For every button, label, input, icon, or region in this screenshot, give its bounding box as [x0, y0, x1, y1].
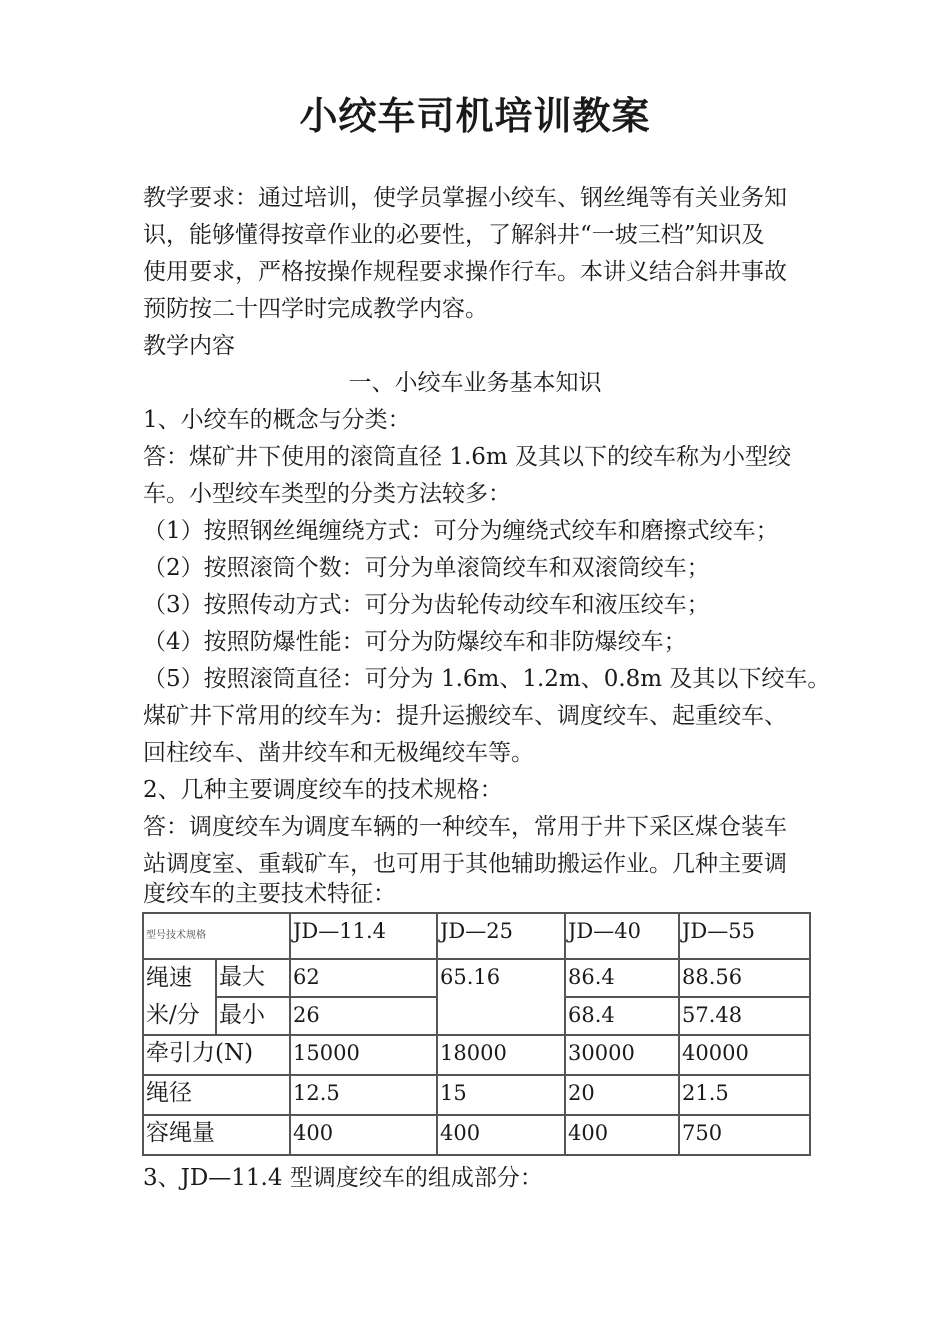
table-cell: 57.48 — [679, 997, 810, 1035]
table-cell: 62 — [290, 959, 437, 997]
answer-2-line: 站调度室、重载矿车，也可用于其他辅助搬运作业。几种主要调 — [143, 851, 787, 877]
classification-item: （3）按照传动方式：可分为齿轮传动绞车和液压绞车； — [143, 592, 710, 618]
max-label: 最大 — [216, 959, 290, 997]
section-heading: 一、小绞车业务基本知识 — [348, 370, 602, 396]
table-cell: 21.5 — [679, 1075, 810, 1115]
table-cell: 15000 — [290, 1035, 437, 1075]
classification-item: （4）按照防爆性能：可分为防爆绞车和非防爆绞车； — [143, 629, 687, 655]
table-cell: 15 — [437, 1075, 565, 1115]
table-cell: 26 — [290, 997, 437, 1035]
table-cell: 30000 — [565, 1035, 679, 1075]
table-row — [143, 959, 810, 997]
answer-2-line: 度绞车的主要技术特征： — [143, 881, 396, 907]
table-cell: 65.16 — [437, 959, 565, 1035]
model-header: JD—55 — [679, 913, 810, 959]
table-corner-header: 型号技术规格 — [143, 913, 290, 959]
classification-item: （2）按照滚筒个数：可分为单滚筒绞车和双滚筒绞车； — [143, 555, 710, 581]
intro-line: 预防按二十四学时完成教学内容。 — [143, 296, 488, 322]
table-row — [143, 1075, 810, 1115]
intro-line: 教学要求：通过培训，使学员掌握小绞车、钢丝绳等有关业务知 — [143, 185, 787, 211]
question-2: 2、几种主要调度绞车的技术规格： — [143, 777, 503, 803]
table-cell: 20 — [565, 1075, 679, 1115]
table-header-row — [143, 913, 810, 959]
classification-item: （5）按照滚筒直径：可分为 1.6m、1.2m、0.8m 及其以下绞车。 — [143, 666, 831, 692]
table-row — [143, 1115, 810, 1155]
capacity-label: 容绳量 — [143, 1115, 290, 1155]
model-header: JD—11.4 — [290, 913, 437, 959]
table-cell: 12.5 — [290, 1075, 437, 1115]
content-label: 教学内容 — [143, 333, 235, 359]
table-cell: 40000 — [679, 1035, 810, 1075]
table-cell: 18000 — [437, 1035, 565, 1075]
traction-label: 牵引力(N) — [143, 1035, 290, 1075]
classification-item: （1）按照钢丝绳缠绕方式：可分为缠绕式绞车和磨擦式绞车； — [143, 518, 779, 544]
table-row — [143, 1035, 810, 1075]
answer-2-line: 答：调度绞车为调度车辆的一种绞车，常用于井下采区煤仓装车 — [143, 814, 787, 840]
answer-1-line: 答：煤矿井下使用的滚筒直径 1.6m 及其以下的绞车称为小型绞 — [143, 444, 792, 470]
diameter-label: 绳径 — [143, 1075, 290, 1115]
table-cell: 400 — [565, 1115, 679, 1155]
rope-speed-label: 绳速 米/分 — [143, 959, 216, 1035]
table-cell: 400 — [290, 1115, 437, 1155]
question-1: 1、小绞车的概念与分类： — [143, 407, 411, 433]
intro-line: 使用要求，严格按操作规程要求操作行车。本讲义结合斜井事故 — [143, 259, 787, 285]
answer-1-line: 车。小型绞车类型的分类方法较多： — [143, 481, 511, 507]
model-header: JD—40 — [565, 913, 679, 959]
min-label: 最小 — [216, 997, 290, 1035]
table-cell: 86.4 — [565, 959, 679, 997]
intro-line: 识，能够懂得按章作业的必要性，了解斜井“一坡三档”知识及 — [143, 222, 765, 248]
table-cell: 750 — [679, 1115, 810, 1155]
document-title: 小绞车司机培训教案 — [299, 93, 651, 138]
answer-1-tail: 煤矿井下常用的绞车为：提升运搬绞车、调度绞车、起重绞车、 — [143, 703, 787, 729]
table-cell: 88.56 — [679, 959, 810, 997]
table-cell: 68.4 — [565, 997, 679, 1035]
table-cell: 400 — [437, 1115, 565, 1155]
winch-spec-table — [142, 912, 811, 1156]
question-3: 3、JD—11.4 型调度绞车的组成部分： — [143, 1165, 543, 1191]
model-header: JD—25 — [437, 913, 565, 959]
answer-1-tail: 回柱绞车、凿井绞车和无极绳绞车等。 — [143, 740, 534, 766]
